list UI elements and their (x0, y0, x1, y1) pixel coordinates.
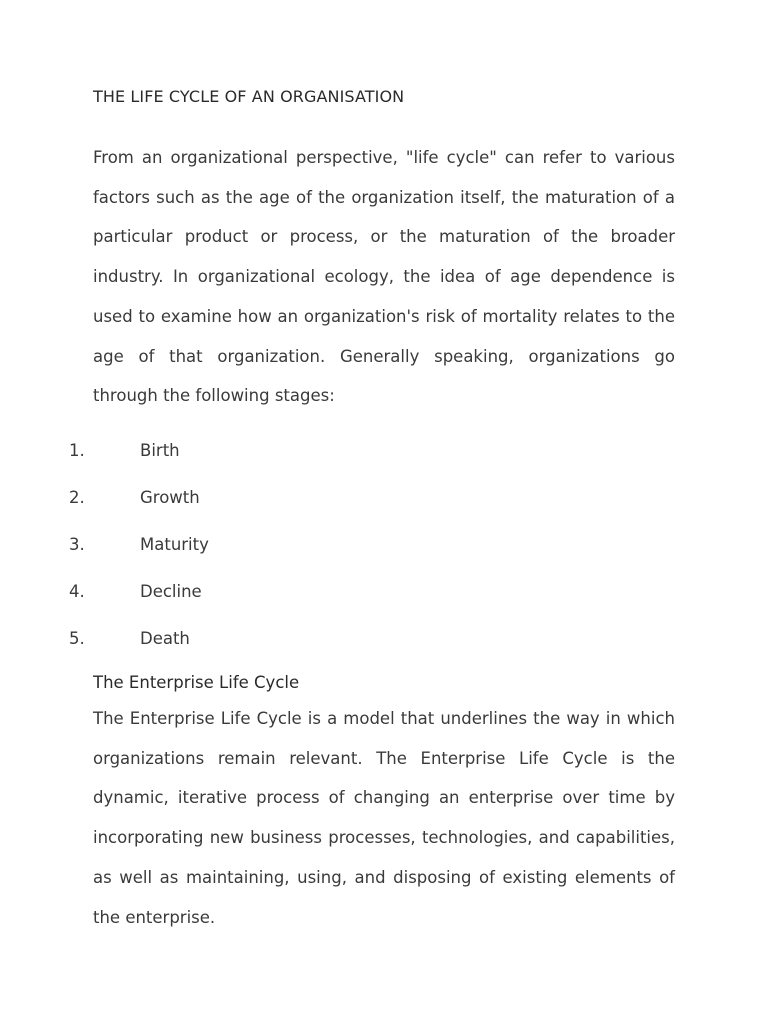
list-item (0, 483, 768, 530)
list-number: 4. (69, 582, 85, 601)
list-item (0, 624, 768, 671)
list-label: Decline (140, 582, 202, 601)
list-label: Birth (140, 441, 180, 460)
list-label: Growth (140, 488, 200, 507)
intro-paragraph: From an organizational perspective, "life cycle" can refer to various factors such as the age of the organization itself, the maturation of a particular product or process, or the maturation of the broader industry. In organizational ecology, the idea of age dependence is used to examine how an organization's risk of mortality relates to the age of that organization. Generally speaking, organizations go through the following stages: (93, 148, 675, 406)
list-item (0, 530, 768, 577)
list-label: Maturity (140, 535, 209, 554)
list-number: 2. (69, 488, 85, 507)
list-number: 3. (69, 535, 85, 554)
list-item (0, 577, 768, 624)
document-title: THE LIFE CYCLE OF AN ORGANISATION (93, 87, 405, 106)
list-label: Death (140, 629, 190, 648)
section-subheading: The Enterprise Life Cycle (93, 673, 300, 692)
enterprise-paragraph: The Enterprise Life Cycle is a model that underlines the way in which organizations remain relevant. The Enterprise Life Cycle is the dynamic, iterative process of changing an enterprise over time by incorporating new business processes, technologies, and capabilities, as well as maintaining, using, and disposing of existing elements of the enterprise. (93, 709, 675, 927)
stages-list (0, 436, 768, 671)
list-item (0, 436, 768, 483)
list-number: 1. (69, 441, 85, 460)
list-number: 5. (69, 629, 85, 648)
